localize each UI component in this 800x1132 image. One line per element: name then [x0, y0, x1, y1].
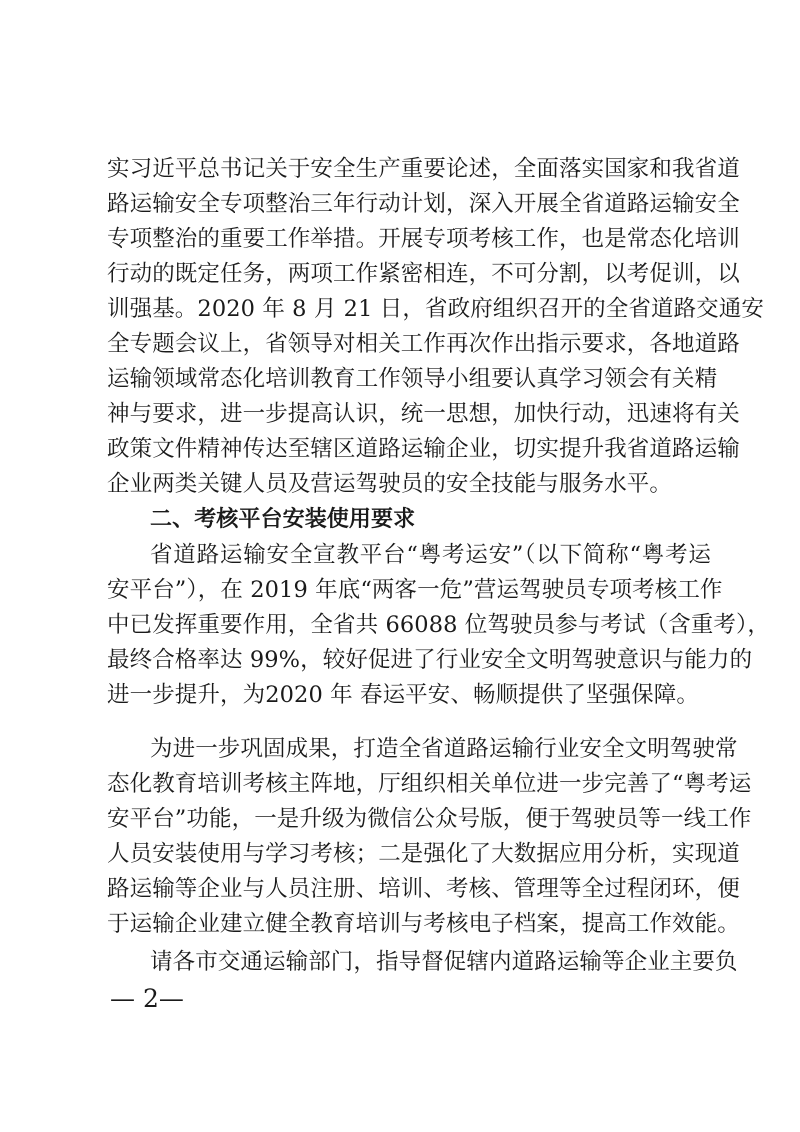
paragraph-1-line-7: 运输领域常态化培训教育工作领导小组要认真学习领会有关精	[107, 366, 718, 392]
paragraph-3-line-5: 路运输等企业与人员注册、培训、考核、管理等全过程闭环，便	[107, 876, 740, 902]
paragraph-4-line-1: 请各市交通运输部门，指导督促辖内道路运输等企业主要负	[150, 949, 738, 975]
paragraph-1-line-5: 训强基。2020 年 8 月 21 日，省政府组织召开的全省道路交通安	[107, 296, 764, 322]
paragraph-2-line-3: 中已发挥重要作用，全省共 66088 位驾驶员参与考试（含重考），	[107, 612, 770, 638]
paragraph-1-line-1: 实习近平总书记关于安全生产重要论述，全面落实国家和我省道	[107, 156, 740, 182]
section-heading: 二、考核平台安装使用要求	[150, 507, 416, 532]
paragraph-1-line-9: 政策文件精神传达至辖区道路运输企业，切实提升我省道路运输	[107, 436, 740, 462]
paragraph-1-line-8: 神与要求，进一步提高认识，统一思想，加快行动，迅速将有关	[107, 401, 740, 427]
paragraph-1-line-10: 企业两类关键人员及营运驾驶员的安全技能与服务水平。	[107, 471, 673, 497]
paragraph-3-line-3: 安平台”功能，一是升级为微信公众号版，便于驾驶员等一线工作	[107, 806, 752, 832]
paragraph-2-line-5: 进一步提升，为2020 年 春运平安、畅顺提供了坚强保障。	[107, 682, 699, 708]
paragraph-3-line-4: 人员安装使用与学习考核；二是强化了大数据应用分析，实现道	[107, 841, 740, 867]
paragraph-3-line-6: 于运输企业建立健全教育培训与考核电子档案，提高工作效能。	[107, 911, 740, 937]
paragraph-3-line-2: 态化教育培训考核主阵地，厅组织相关单位进一步完善了“粤考运	[107, 771, 752, 797]
paragraph-3-line-1: 为进一步巩固成果，打造全省道路运输行业安全文明驾驶常	[150, 736, 738, 762]
paragraph-1-line-4: 行动的既定任务，两项工作紧密相连，不可分割，以考促训，以	[107, 261, 740, 287]
paragraph-1-line-6: 全专题会议上，省领导对相关工作再次作出指示要求，各地道路	[107, 331, 740, 357]
paragraph-1-line-2: 路运输安全专项整治三年行动计划，深入开展全省道路运输安全	[107, 191, 740, 217]
paragraph-2-line-4: 最终合格率达 99%，较好促进了行业安全文明驾驶意识与能力的	[107, 647, 753, 673]
page-number: — 2—	[110, 984, 184, 1013]
paragraph-1-line-3: 专项整治的重要工作举措。开展专项考核工作，也是常态化培训	[107, 226, 740, 252]
paragraph-2-line-2: 安平台”），在 2019 年底“两客一危”营运驾驶员专项考核工作	[107, 577, 723, 603]
paragraph-2-line-1: 省道路运输安全宣教平台“粤考运安”（以下简称“粤考运	[150, 542, 711, 568]
